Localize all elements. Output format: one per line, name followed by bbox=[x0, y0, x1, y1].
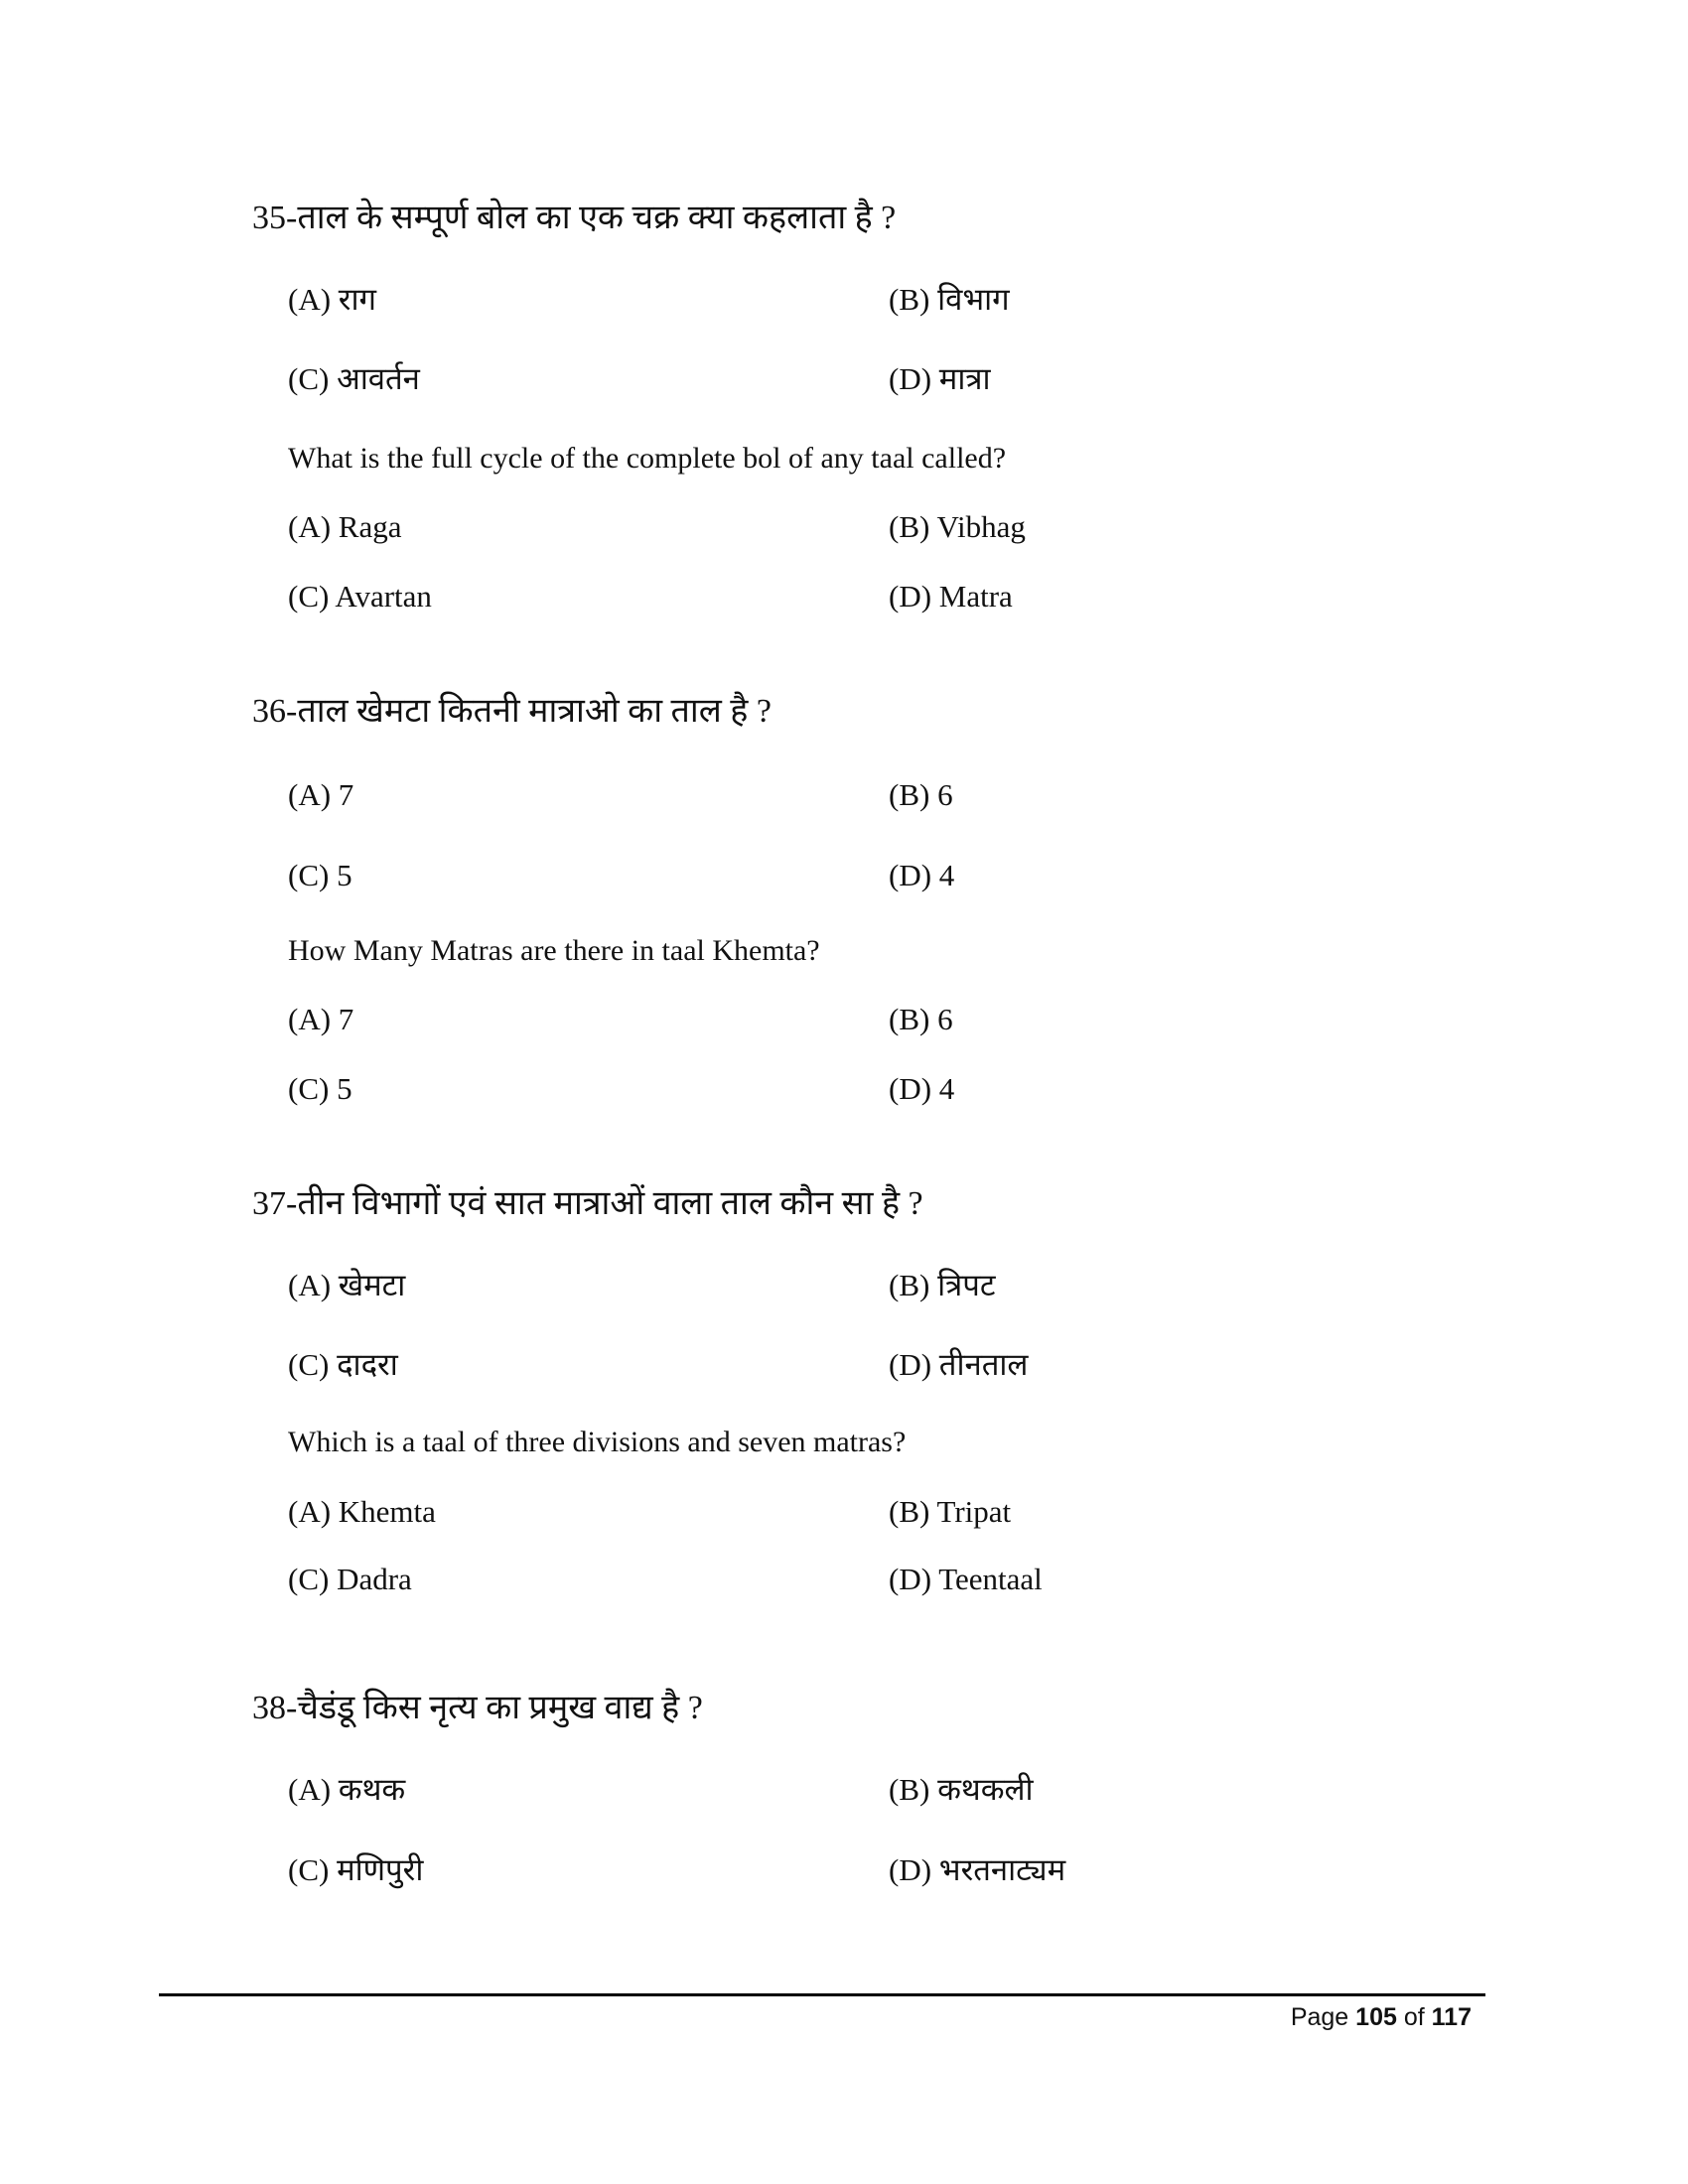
option-b-hindi: (B) कथकली bbox=[889, 1772, 1034, 1807]
page-number bbox=[1291, 2003, 1472, 2032]
option-b-hindi: (B) विभाग bbox=[889, 282, 1010, 317]
page-label: Page bbox=[1290, 2003, 1349, 2031]
option-c-english: (C) Dadra bbox=[288, 1562, 412, 1596]
option-b-english: (B) Vibhag bbox=[889, 509, 1026, 544]
option-a-english: (A) Raga bbox=[288, 509, 402, 544]
total-pages: 117 bbox=[1431, 2003, 1472, 2031]
option-a-hindi: (A) 7 bbox=[288, 777, 354, 812]
of-label: of bbox=[1403, 2003, 1425, 2031]
question-35-hindi: 35-ताल के सम्पूर्ण बोल का एक चक्र क्या कहलाता है ? bbox=[252, 200, 897, 236]
option-d-english: (D) Matra bbox=[889, 579, 1013, 614]
option-c-english: (C) 5 bbox=[288, 1071, 352, 1106]
option-d-hindi: (D) 4 bbox=[889, 858, 955, 892]
option-b-english: (B) 6 bbox=[889, 1002, 953, 1036]
option-d-hindi: (D) मात्रा bbox=[889, 361, 991, 396]
option-b-english: (B) Tripat bbox=[889, 1494, 1012, 1529]
option-a-english: (A) Khemta bbox=[288, 1494, 436, 1529]
option-d-hindi: (D) तीनताल bbox=[889, 1347, 1029, 1382]
footer-divider bbox=[159, 1993, 1485, 1996]
option-a-hindi: (A) खेमटा bbox=[288, 1268, 406, 1302]
question-36-english: How Many Matras are there in taal Khemta? bbox=[288, 934, 820, 967]
option-c-hindi: (C) दादरा bbox=[288, 1347, 398, 1382]
option-b-hindi: (B) 6 bbox=[889, 777, 953, 812]
option-d-english: (D) Teentaal bbox=[889, 1562, 1043, 1596]
question-35-english: What is the full cycle of the complete bol of any taal called? bbox=[288, 442, 1007, 475]
option-d-hindi: (D) भरतनाट्यम bbox=[889, 1852, 1066, 1887]
option-b-hindi: (B) त्रिपट bbox=[889, 1268, 996, 1302]
current-page: 105 bbox=[1355, 2003, 1397, 2031]
question-38-hindi: 38-चैडंडू किस नृत्य का प्रमुख वाद्य है ? bbox=[252, 1690, 703, 1726]
question-37-hindi: 37-तीन विभागों एवं सात मात्राओं वाला ताल कौन सा है ? bbox=[252, 1185, 923, 1222]
option-a-hindi: (A) राग bbox=[288, 282, 376, 317]
question-36-hindi: 36-ताल खेमटा कितनी मात्राओ का ताल है ? bbox=[252, 693, 772, 730]
option-c-english: (C) Avartan bbox=[288, 579, 432, 614]
option-c-hindi: (C) 5 bbox=[288, 858, 352, 892]
option-a-hindi: (A) कथक bbox=[288, 1772, 406, 1807]
option-c-hindi: (C) मणिपुरी bbox=[288, 1852, 424, 1887]
option-c-hindi: (C) आवर्तन bbox=[288, 361, 420, 396]
option-d-english: (D) 4 bbox=[889, 1071, 955, 1106]
option-a-english: (A) 7 bbox=[288, 1002, 354, 1036]
question-37-english: Which is a taal of three divisions and seven matras? bbox=[288, 1426, 907, 1458]
